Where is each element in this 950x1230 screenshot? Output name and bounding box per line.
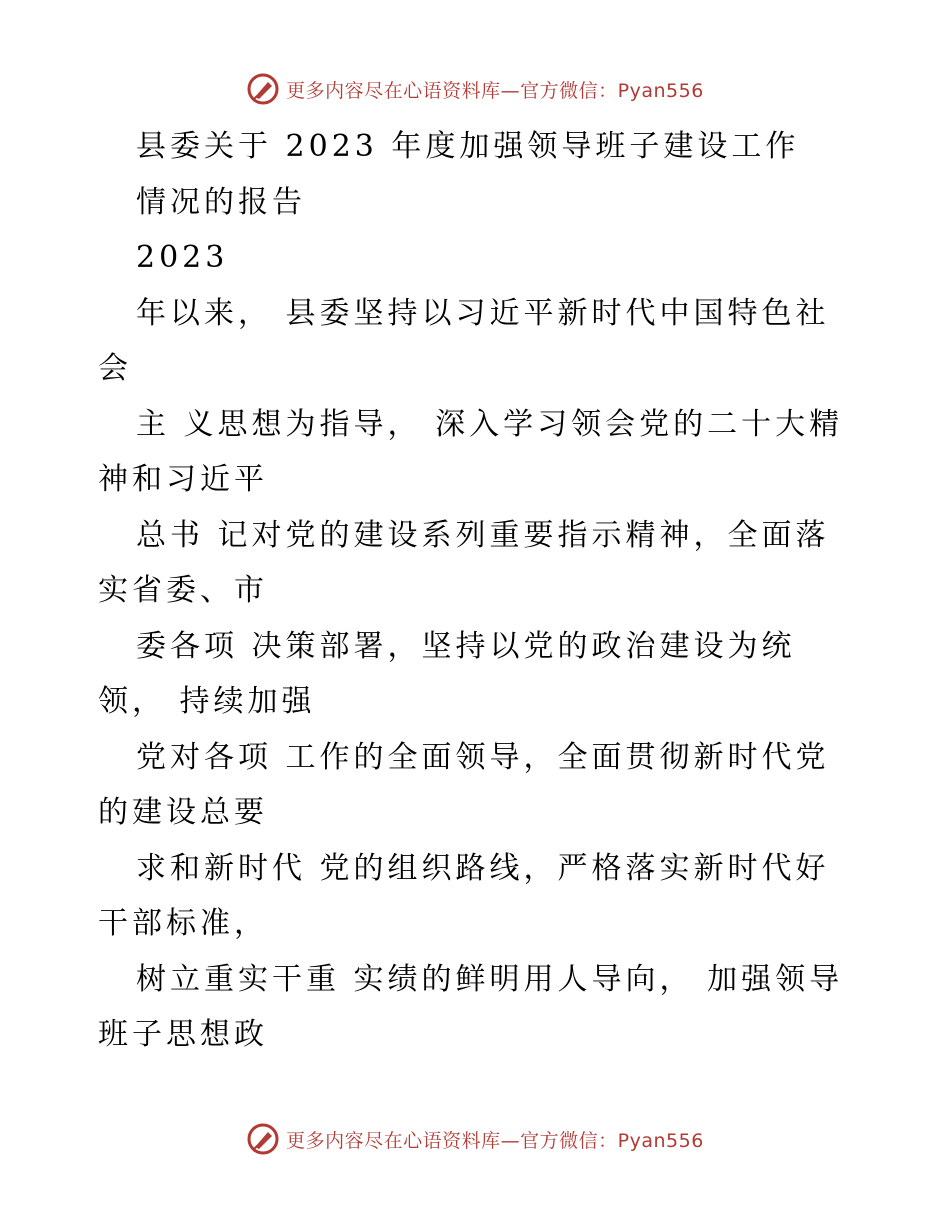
text-line: 委各项 决策部署，坚持以党的政治建设为统 [136, 628, 796, 664]
text-line: 年以来， 县委坚持以习近平新时代中国特色社 [136, 295, 830, 331]
text-line: 县委关于 2023 年度加强领导班子建设工作 [136, 129, 800, 164]
watermark-banner-top [0, 72, 950, 106]
watermark-text: 更多内容尽在心语资料库—官方微信：Pyan556 [286, 79, 704, 102]
text-line: 实省委、市 [98, 573, 268, 608]
text-line: 2023 [136, 240, 229, 275]
document-body [98, 124, 858, 1068]
pen-quill-icon [246, 72, 280, 106]
watermark-banner-bottom [0, 1122, 950, 1156]
watermark-text: 更多内容尽在心语资料库—官方微信：Pyan556 [286, 1129, 704, 1152]
text-line: 总书 记对党的建设系列重要指示精神，全面落 [136, 517, 830, 553]
text-line: 主 义思想为指导， 深入学习领会党的二十大精 [136, 406, 844, 442]
text-line: 领， 持续加强 [98, 684, 316, 719]
text-line: 情况的报告 [136, 184, 306, 220]
text-line: 干部标准， [98, 906, 268, 941]
text-line: 党对各项 工作的全面领导，全面贯彻新时代党 [136, 739, 830, 775]
text-line: 会 [98, 351, 132, 386]
text-line: 神和习近平 [98, 462, 268, 497]
text-line: 的建设总要 [98, 795, 268, 830]
text-line: 树立重实干重 实绩的鲜明用人导向， 加强领导 [136, 961, 844, 997]
pen-quill-icon [246, 1122, 280, 1156]
text-line: 求和新时代 党的组织路线，严格落实新时代好 [136, 850, 830, 886]
text-line: 班子思想政 [98, 1017, 268, 1052]
